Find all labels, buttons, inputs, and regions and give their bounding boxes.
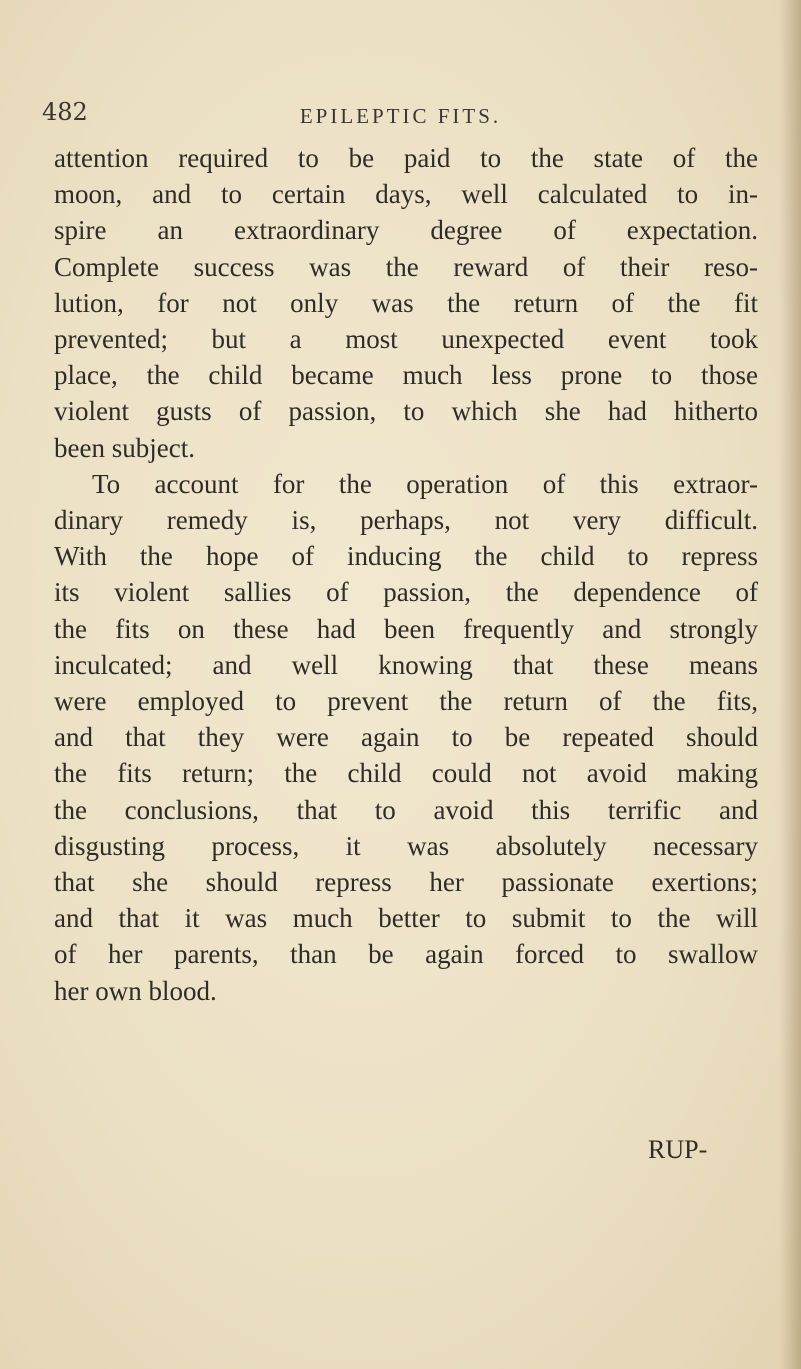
text-line: that she should repress her passionate exertions; bbox=[54, 867, 758, 898]
text-line: of her parents, than be again forced to swallow bbox=[54, 939, 758, 970]
text-line: prevented; but a most unexpected event took bbox=[54, 324, 758, 355]
text-line: its violent sallies of passion, the dependence of bbox=[54, 577, 758, 608]
text-line: Complete success was the reward of their reso- bbox=[54, 251, 758, 282]
page-edge-shadow bbox=[779, 0, 801, 1369]
text-line: spire an extraordinary degree of expectation. bbox=[54, 215, 758, 246]
text-line: place, the child became much less prone to those bbox=[54, 360, 758, 391]
text-line: were employed to prevent the return of the fits, bbox=[54, 686, 758, 717]
text-line: the fits return; the child could not avoid making bbox=[54, 758, 758, 789]
text-line: moon, and to certain days, well calculated to in- bbox=[54, 179, 758, 210]
paragraph-2 bbox=[54, 466, 758, 1009]
catchword: RUP- bbox=[648, 1135, 708, 1164]
text-line: To account for the operation of this extraor- bbox=[92, 468, 758, 499]
text-line: the fits on these had been frequently and strongly bbox=[54, 613, 758, 644]
text-line: and that it was much better to submit to the will bbox=[54, 903, 758, 934]
text-line: violent gusts of passion, to which she had hitherto bbox=[54, 396, 758, 427]
text-line: lution, for not only was the return of the fit bbox=[54, 287, 758, 318]
paragraph-1 bbox=[54, 140, 758, 466]
text-line: With the hope of inducing the child to repress bbox=[54, 541, 758, 572]
text-line: the conclusions, that to avoid this terrific and bbox=[54, 794, 758, 825]
text-line: dinary remedy is, perhaps, not very difficult. bbox=[54, 505, 758, 536]
text-line: been subject. bbox=[54, 432, 195, 463]
running-head: EPILEPTIC FITS. bbox=[299, 104, 502, 128]
text-line: and that they were again to be repeated should bbox=[54, 722, 758, 753]
page-number: 482 bbox=[42, 98, 88, 126]
text-line: attention required to be paid to the state of the bbox=[54, 143, 758, 173]
text-line: inculcated; and well knowing that these means bbox=[54, 649, 758, 680]
text-line: her own blood. bbox=[54, 975, 217, 1006]
text-line: disgusting process, it was absolutely necessary bbox=[54, 830, 758, 861]
body-text bbox=[54, 140, 758, 1009]
